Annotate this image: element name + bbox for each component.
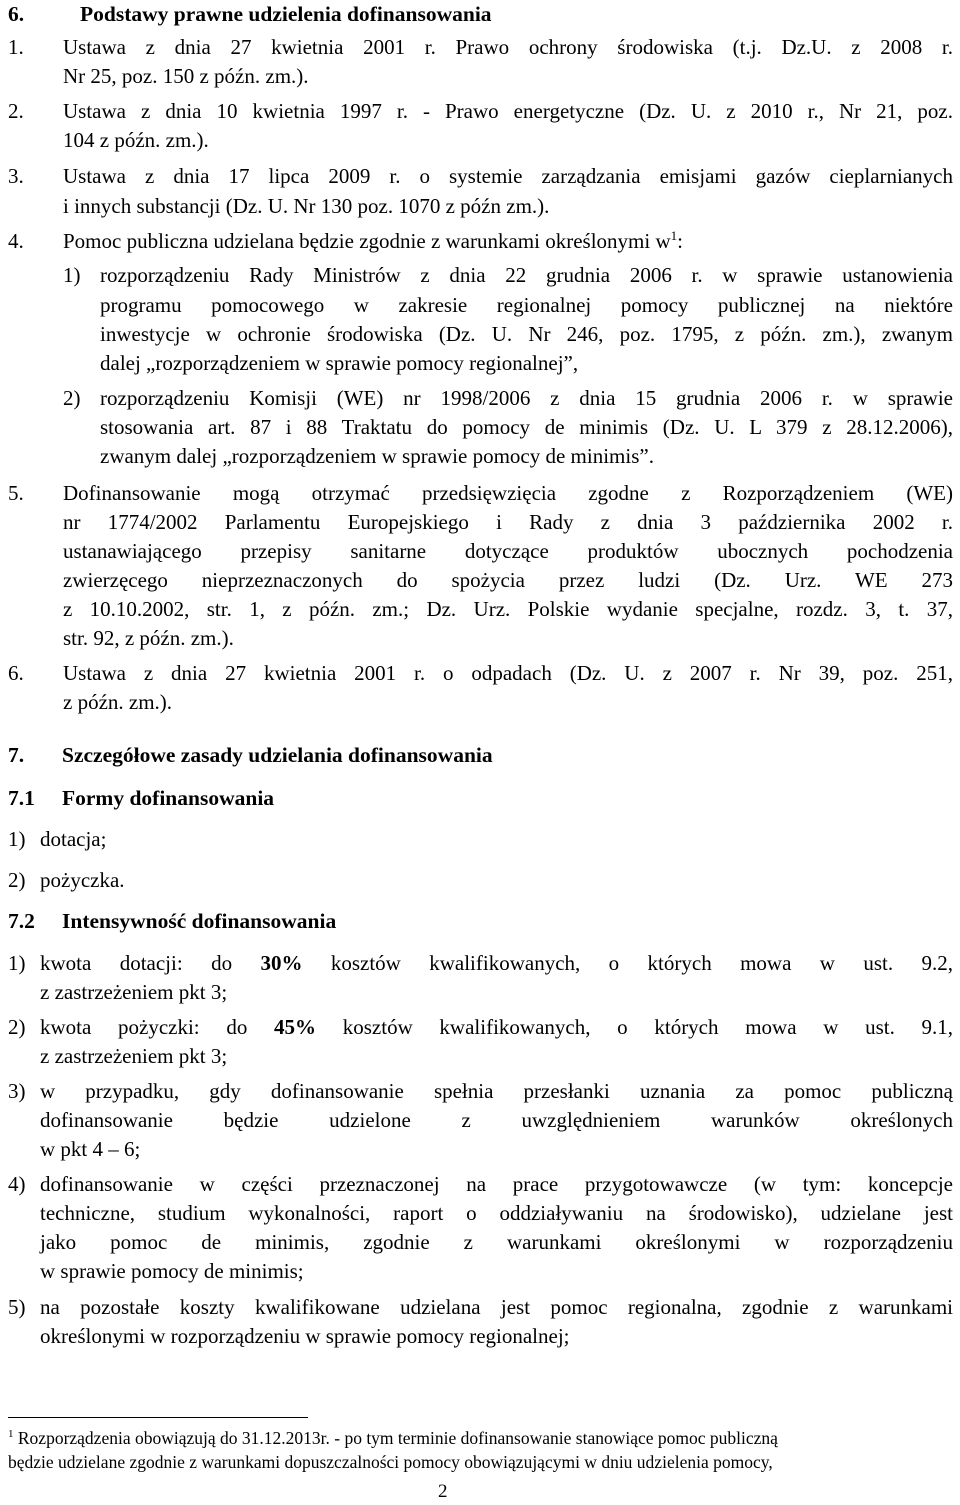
subitem-text-line: zwanym dalej „rozporządzeniem w sprawie pomocy de minimis”. bbox=[100, 444, 654, 468]
item-text-line: nr 1774/2002 Parlamentu Europejskiego i Rady z dnia 3 października 2002 r. bbox=[63, 510, 953, 534]
subsection-7-2-number: 7.2 bbox=[8, 909, 35, 933]
subitem-text-line: stosowania art. 87 i 88 Traktatu do pomocy de minimis (Dz. U. L 379 z 28.12.2006), bbox=[100, 415, 953, 439]
item-text-line: ustanawiającego przepisy sanitarne dotyczące produktów ubocznych pochodzenia bbox=[63, 539, 953, 563]
list-number: 3) bbox=[8, 1079, 26, 1103]
footnote-reference[interactable]: 1 bbox=[670, 228, 678, 243]
item-text-line: zwierzęcego nieprzeznaczonych do spożycia przez ludzi (Dz. Urz. WE 273 bbox=[63, 568, 953, 592]
item-number: 4. bbox=[8, 229, 24, 253]
item-4-text bbox=[63, 228, 683, 254]
list-number: 1) bbox=[8, 827, 26, 851]
item-text-line: z 10.10.2002, str. 1, z późn. zm.; Dz. Urz. Polskie wydanie specjalne, rozdz. 3, t. 37, bbox=[63, 597, 953, 621]
subsection-7-1-number: 7.1 bbox=[8, 786, 35, 810]
list-text-line: techniczne, studium wykonalności, raport o oddziaływaniu na środowisko), udzielane jest bbox=[40, 1201, 953, 1225]
page-number: 2 bbox=[438, 1481, 448, 1502]
percent-value: 30% bbox=[260, 951, 303, 975]
subitem-text-line: rozporządzeniu Komisji (WE) nr 1998/2006 z dnia 15 grudnia 2006 r. w sprawie bbox=[100, 386, 953, 410]
list-text-line bbox=[40, 950, 953, 976]
item-4-main: Pomoc publiczna udzielana będzie zgodnie z warunkami określonymi w bbox=[63, 229, 671, 253]
list-text-pre: kwota pożyczki: do bbox=[40, 1015, 248, 1039]
list-text-line: jako pomoc de minimis, zgodnie z warunkami określonymi w rozporządzeniu bbox=[40, 1230, 953, 1254]
subitem-number: 2) bbox=[63, 386, 81, 410]
item-text-line: i innych substancji (Dz. U. Nr 130 poz. 1070 z późn zm.). bbox=[63, 194, 550, 218]
list-text-line: w przypadku, gdy dofinansowanie spełnia przesłanki uznania za pomoc publiczną bbox=[40, 1079, 953, 1103]
section-7-heading: Szczegółowe zasady udzielania dofinansowania bbox=[62, 743, 493, 767]
subitem-text-line: inwestycje w ochronie środowiska (Dz. U. Nr 246, poz. 1795, z późn. zm.), zwanym bbox=[100, 322, 953, 346]
list-text: dotacja; bbox=[40, 827, 107, 851]
item-text-line: Ustawa z dnia 27 kwietnia 2001 r. Prawo ochrony środowiska (t.j. Dz.U. z 2008 r. bbox=[63, 35, 953, 59]
subitem-text-line: programu pomocowego w zakresie regionalnej pomocy publicznej na niektóre bbox=[100, 293, 953, 317]
list-text-pre: kwota dotacji: do bbox=[40, 951, 233, 975]
list-text-line: dofinansowanie w części przeznaczonej na prace przygotowawcze (w tym: koncepcje bbox=[40, 1172, 953, 1196]
item-text-line: Ustawa z dnia 27 kwietnia 2001 r. o odpadach (Dz. U. z 2007 r. Nr 39, poz. 251, bbox=[63, 661, 953, 685]
item-text-line: z późn. zm.). bbox=[63, 690, 173, 714]
footnote-line: będzie udzielane zgodnie z warunkami dopuszczalności pomocy obowiązującymi w dniu udzielenia pomocy, bbox=[8, 1452, 773, 1472]
list-text-line bbox=[40, 1014, 953, 1040]
item-number: 3. bbox=[8, 164, 24, 188]
list-text: pożyczka. bbox=[40, 868, 125, 892]
subitem-number: 1) bbox=[63, 263, 81, 287]
list-text-line: określonymi w rozporządzeniu w sprawie pomocy regionalnej; bbox=[40, 1324, 570, 1348]
list-text-line: dofinansowanie będzie udzielone z uwzględnieniem warunków określonych bbox=[40, 1108, 953, 1132]
item-text-line: Ustawa z dnia 17 lipca 2009 r. o systemie zarządzania emisjami gazów cieplarnianych bbox=[63, 164, 953, 188]
list-text-post: kosztów kwalifikowanych, o których mowa w ust. 9.1, bbox=[342, 1015, 954, 1039]
item-number: 2. bbox=[8, 99, 24, 123]
item-4-tail: : bbox=[677, 229, 683, 253]
item-text-line: Nr 25, poz. 150 z późn. zm.). bbox=[63, 64, 309, 88]
list-number: 1) bbox=[8, 951, 26, 975]
item-text-line: 104 z późn. zm.). bbox=[63, 128, 209, 152]
list-text-line: w sprawie pomocy de minimis; bbox=[40, 1259, 304, 1283]
subsection-7-2-title: Intensywność dofinansowania bbox=[62, 909, 337, 933]
list-text-line: na pozostałe koszty kwalifikowane udzielana jest pomoc regionalna, zgodnie z warunkami bbox=[40, 1295, 953, 1319]
list-number: 2) bbox=[8, 1015, 26, 1039]
list-number: 5) bbox=[8, 1295, 26, 1319]
subitem-text-line: rozporządzeniu Rady Ministrów z dnia 22 grudnia 2006 r. w sprawie ustanowienia bbox=[100, 263, 953, 287]
item-text-line: str. 92, z późn. zm.). bbox=[63, 626, 234, 650]
item-number: 6. bbox=[8, 661, 24, 685]
subitem-text-line: dalej „rozporządzeniem w sprawie pomocy regionalnej”, bbox=[100, 351, 579, 375]
list-text-post: kosztów kwalifikowanych, o których mowa w ust. 9.2, bbox=[330, 951, 953, 975]
section-6-heading: Podstawy prawne udzielenia dofinansowania bbox=[80, 2, 492, 26]
list-number: 2) bbox=[8, 868, 26, 892]
list-number: 4) bbox=[8, 1172, 26, 1196]
section-7-number: 7. bbox=[8, 743, 25, 767]
list-text-line: w pkt 4 – 6; bbox=[40, 1137, 141, 1161]
section-6-number: 6. bbox=[8, 2, 25, 26]
item-number: 1. bbox=[8, 35, 24, 59]
subsection-7-1-title: Formy dofinansowania bbox=[62, 786, 275, 810]
footnote-line bbox=[8, 1427, 778, 1449]
list-text-line: z zastrzeżeniem pkt 3; bbox=[40, 980, 228, 1004]
footnote-mark: 1 bbox=[8, 1428, 14, 1441]
item-text-line: Ustawa z dnia 10 kwietnia 1997 r. - Prawo energetyczne (Dz. U. z 2010 r., Nr 21, poz. bbox=[63, 99, 953, 123]
item-text-line: Dofinansowanie mogą otrzymać przedsięwzięcia zgodne z Rozporządzeniem (WE) bbox=[63, 481, 953, 505]
percent-value: 45% bbox=[274, 1015, 317, 1039]
footnote-text: Rozporządzenia obowiązują do 31.12.2013r. - po tym terminie dofinansowanie stanowiące pomoc publiczną bbox=[17, 1428, 778, 1448]
item-number: 5. bbox=[8, 481, 24, 505]
list-text-line: z zastrzeżeniem pkt 3; bbox=[40, 1044, 228, 1068]
footnote-separator bbox=[8, 1417, 308, 1418]
